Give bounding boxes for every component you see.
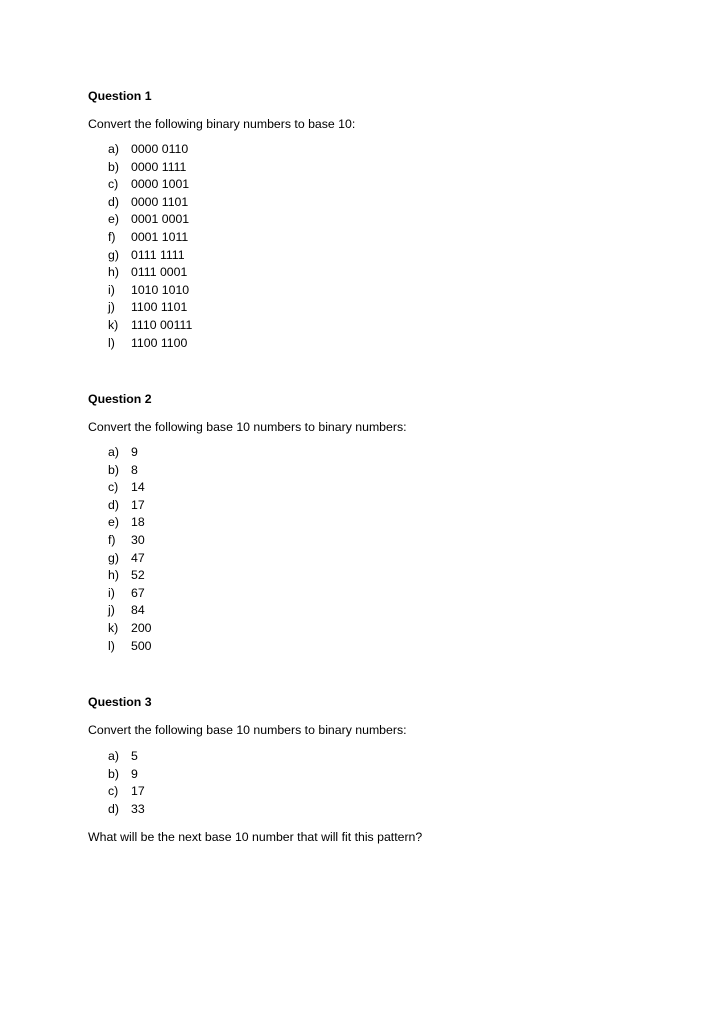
item-value: 17 (131, 497, 145, 512)
item-value: 0111 0001 (131, 265, 188, 280)
item-marker: c) (108, 177, 119, 192)
question-1-title: Question 1 (88, 89, 152, 103)
item-marker: b) (108, 159, 119, 174)
list-item (108, 783, 145, 801)
list-item (108, 532, 152, 550)
item-marker: k) (108, 620, 119, 635)
list-item (108, 567, 152, 585)
item-marker: g) (108, 247, 119, 262)
list-item (108, 211, 192, 229)
item-value: 0001 1011 (131, 229, 189, 244)
item-value: 1100 1101 (131, 300, 188, 315)
list-item (108, 247, 192, 265)
list-item (108, 602, 152, 620)
item-marker: h) (108, 265, 119, 280)
item-marker: k) (108, 317, 119, 332)
question-3-instruction: Convert the following base 10 numbers to binary numbers: (88, 723, 407, 737)
item-value: 14 (131, 480, 145, 495)
list-item (108, 638, 152, 656)
item-marker: a) (108, 445, 119, 459)
item-marker: d) (108, 801, 119, 816)
item-marker: c) (108, 480, 119, 495)
list-item (108, 317, 192, 335)
item-value: 0000 1001 (131, 177, 190, 192)
item-value: 47 (131, 550, 145, 565)
item-value: 1010 1010 (131, 282, 190, 297)
item-value: 0000 1111 (131, 159, 187, 174)
item-value: 0001 0001 (131, 212, 190, 227)
item-value: 5 (131, 749, 138, 763)
list-item (108, 766, 145, 784)
item-value: 67 (131, 585, 145, 600)
item-marker: j) (108, 603, 115, 618)
question-3-title: Question 3 (88, 695, 152, 709)
item-value: 9 (131, 766, 138, 781)
list-item (108, 264, 192, 282)
item-value: 17 (131, 784, 145, 799)
list-item (108, 497, 152, 515)
item-marker: e) (108, 212, 119, 227)
item-marker: i) (108, 282, 115, 297)
list-item (108, 176, 192, 194)
item-marker: a) (108, 142, 119, 156)
item-value: 8 (131, 462, 138, 477)
item-marker: b) (108, 462, 119, 477)
item-value: 0111 1111 (131, 247, 185, 262)
item-value: 200 (131, 620, 152, 635)
list-item (108, 748, 145, 766)
list-item (108, 159, 192, 177)
item-marker: d) (108, 497, 119, 512)
question-2-instruction: Convert the following base 10 numbers to binary numbers: (88, 420, 407, 434)
item-marker: f) (108, 532, 116, 547)
item-marker: l) (108, 638, 115, 653)
question-2-title: Question 2 (88, 392, 152, 406)
list-item (108, 585, 152, 603)
item-value: 500 (131, 638, 152, 653)
list-item (108, 299, 192, 317)
item-marker: d) (108, 194, 119, 209)
list-item (108, 801, 145, 819)
item-marker: g) (108, 550, 119, 565)
list-item (108, 194, 192, 212)
item-marker: j) (108, 300, 115, 315)
item-marker: a) (108, 749, 119, 763)
question-1-instruction: Convert the following binary numbers to base 10: (88, 117, 356, 131)
question-2-list (108, 444, 152, 655)
item-value: 52 (131, 568, 145, 583)
list-item (108, 479, 152, 497)
item-value: 1100 1100 (131, 335, 188, 350)
list-item (108, 462, 152, 480)
item-value: 0000 1101 (131, 194, 189, 209)
question-1-list (108, 141, 192, 352)
list-item (108, 282, 192, 300)
list-item (108, 620, 152, 638)
item-value: 30 (131, 532, 145, 547)
item-marker: b) (108, 766, 119, 781)
item-value: 1110 00111 (131, 317, 193, 332)
question-3-follow-up: What will be the next base 10 number that will fit this pattern? (88, 830, 423, 844)
item-marker: h) (108, 568, 119, 583)
list-item (108, 444, 152, 462)
list-item (108, 229, 192, 247)
list-item (108, 550, 152, 568)
item-value: 9 (131, 445, 138, 459)
item-value: 84 (131, 603, 145, 618)
item-value: 18 (131, 515, 145, 530)
item-marker: i) (108, 585, 115, 600)
item-value: 0000 0110 (131, 142, 189, 156)
list-item (108, 514, 152, 532)
item-marker: f) (108, 229, 116, 244)
list-item (108, 335, 192, 353)
question-3-list (108, 748, 145, 818)
item-marker: e) (108, 515, 119, 530)
item-marker: c) (108, 784, 119, 799)
item-value: 33 (131, 801, 145, 816)
list-item (108, 141, 192, 159)
item-marker: l) (108, 335, 115, 350)
